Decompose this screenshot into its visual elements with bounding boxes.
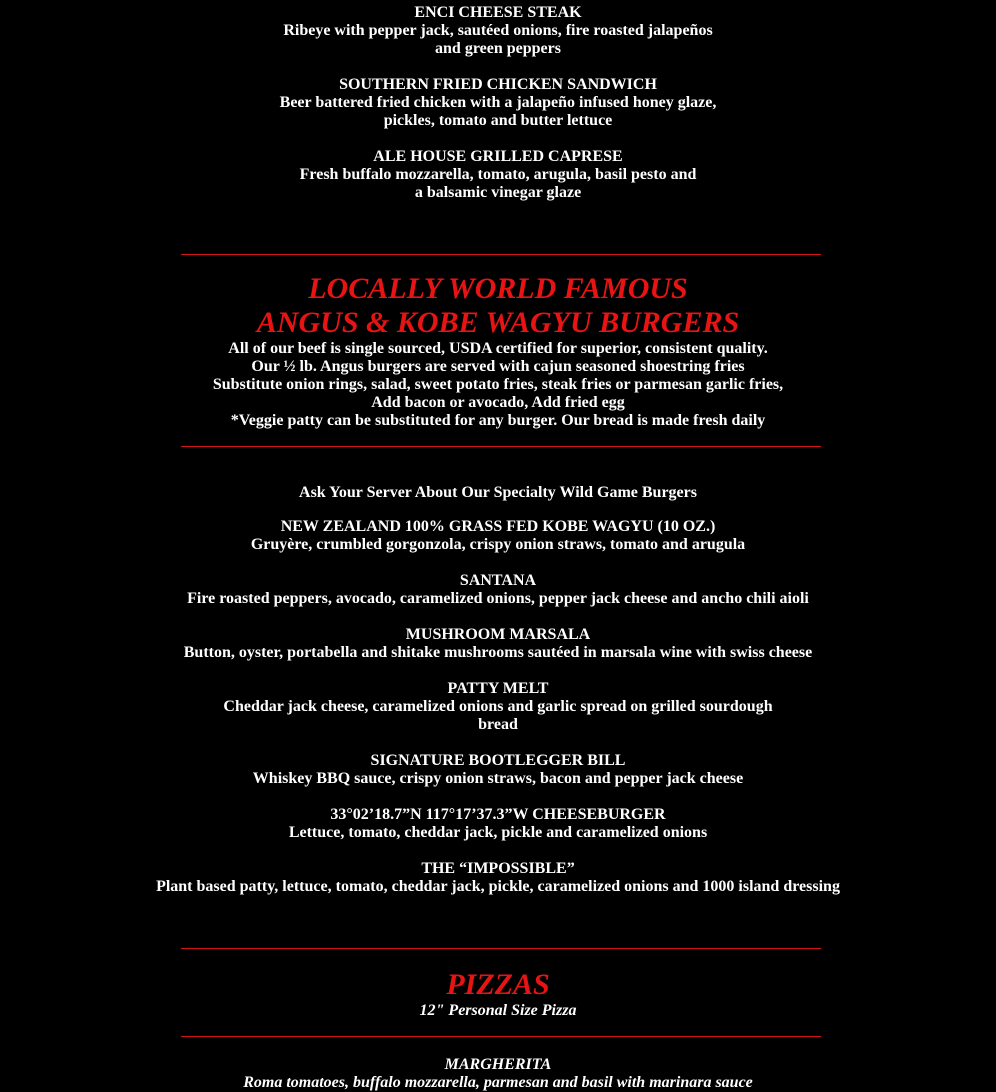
item-description: a balsamic vinegar glaze (414, 184, 582, 201)
section-intro: Our ½ lb. Angus burgers are served with cajun seasoned shoestring fries (251, 358, 745, 375)
specialty-note: Ask Your Server About Our Specialty Wild Game Burgers (299, 484, 697, 501)
menu-item (0, 572, 996, 608)
menu-item (0, 860, 996, 896)
section-intro: *Veggie patty can be substituted for any burger. Our bread is made fresh daily (230, 412, 766, 429)
menu-item (0, 76, 996, 130)
menu-item (0, 626, 996, 662)
burger-header (0, 272, 996, 430)
item-name: THE “IMPOSSIBLE” (421, 860, 575, 877)
pizza-list (0, 1056, 996, 1092)
item-description: Roma tomatoes, buffalo mozzarella, parmesan and basil with marinara sauce (243, 1074, 753, 1091)
item-name: ALE HOUSE GRILLED CAPRESE (373, 148, 623, 165)
item-description: Lettuce, tomato, cheddar jack, pickle and caramelized onions (288, 824, 708, 841)
menu-item (0, 752, 996, 788)
item-description: Gruyère, crumbled gorgonzola, crispy onion straws, tomato and arugula (250, 536, 746, 553)
section-divider (181, 254, 821, 255)
item-description: Fresh buffalo mozzarella, tomato, arugula, basil pesto and (299, 166, 697, 183)
menu-item (0, 1056, 996, 1092)
section-heading: LOCALLY WORLD FAMOUS (308, 272, 688, 305)
sandwich-section (0, 4, 996, 202)
item-name: NEW ZEALAND 100% GRASS FED KOBE WAGYU (10 OZ.) (280, 518, 716, 535)
item-description: Cheddar jack cheese, caramelized onions and garlic spread on grilled sourdough (223, 698, 773, 715)
menu-item (0, 806, 996, 842)
menu-item (0, 148, 996, 202)
section-divider (181, 446, 821, 447)
item-description: Ribeye with pepper jack, sautéed onions, fire roasted jalapeños (283, 22, 713, 39)
menu-item (0, 680, 996, 734)
section-intro: Substitute onion rings, salad, sweet potato fries, steak fries or parmesan garlic fries, (212, 376, 784, 393)
item-name: MUSHROOM MARSALA (405, 626, 591, 643)
item-name: MARGHERITA (444, 1056, 552, 1073)
item-name: SOUTHERN FRIED CHICKEN SANDWICH (339, 76, 657, 93)
section-intro: Add bacon or avocado, Add fried egg (371, 394, 625, 411)
item-description: Plant based patty, lettuce, tomato, cheddar jack, pickle, caramelized onions and 1000 island dressing (156, 878, 840, 895)
item-description: Button, oyster, portabella and shitake mushrooms sautéed in marsala wine with swiss cheese (183, 644, 813, 661)
item-description: Whiskey BBQ sauce, crispy onion straws, bacon and pepper jack cheese (252, 770, 744, 787)
item-name: PATTY MELT (447, 680, 549, 697)
item-description: and green peppers (435, 40, 561, 57)
section-intro: All of our beef is single sourced, USDA certified for superior, consistent quality. (228, 340, 768, 357)
section-divider (181, 948, 821, 949)
section-heading: PIZZAS (446, 968, 550, 1001)
item-name: 33°02’18.7”N 117°17’37.3”W CHEESEBURGER (330, 806, 666, 823)
burger-list (0, 484, 996, 896)
item-description: bread (478, 716, 518, 733)
item-description: pickles, tomato and butter lettuce (383, 112, 613, 129)
section-subheading: 12" Personal Size Pizza (419, 1002, 577, 1019)
item-description: Fire roasted peppers, avocado, caramelized onions, pepper jack cheese and ancho chili aioli (187, 590, 809, 607)
section-heading: ANGUS & KOBE WAGYU BURGERS (256, 306, 740, 339)
section-divider (181, 1036, 821, 1037)
pizza-header (0, 968, 996, 1020)
menu-item (0, 518, 996, 554)
item-name: SIGNATURE BOOTLEGGER BILL (370, 752, 626, 769)
item-description: Beer battered fried chicken with a jalapeño infused honey glaze, (279, 94, 717, 111)
item-name: ENCI CHEESE STEAK (414, 4, 582, 21)
item-name: SANTANA (459, 572, 537, 589)
menu-item (0, 4, 996, 58)
